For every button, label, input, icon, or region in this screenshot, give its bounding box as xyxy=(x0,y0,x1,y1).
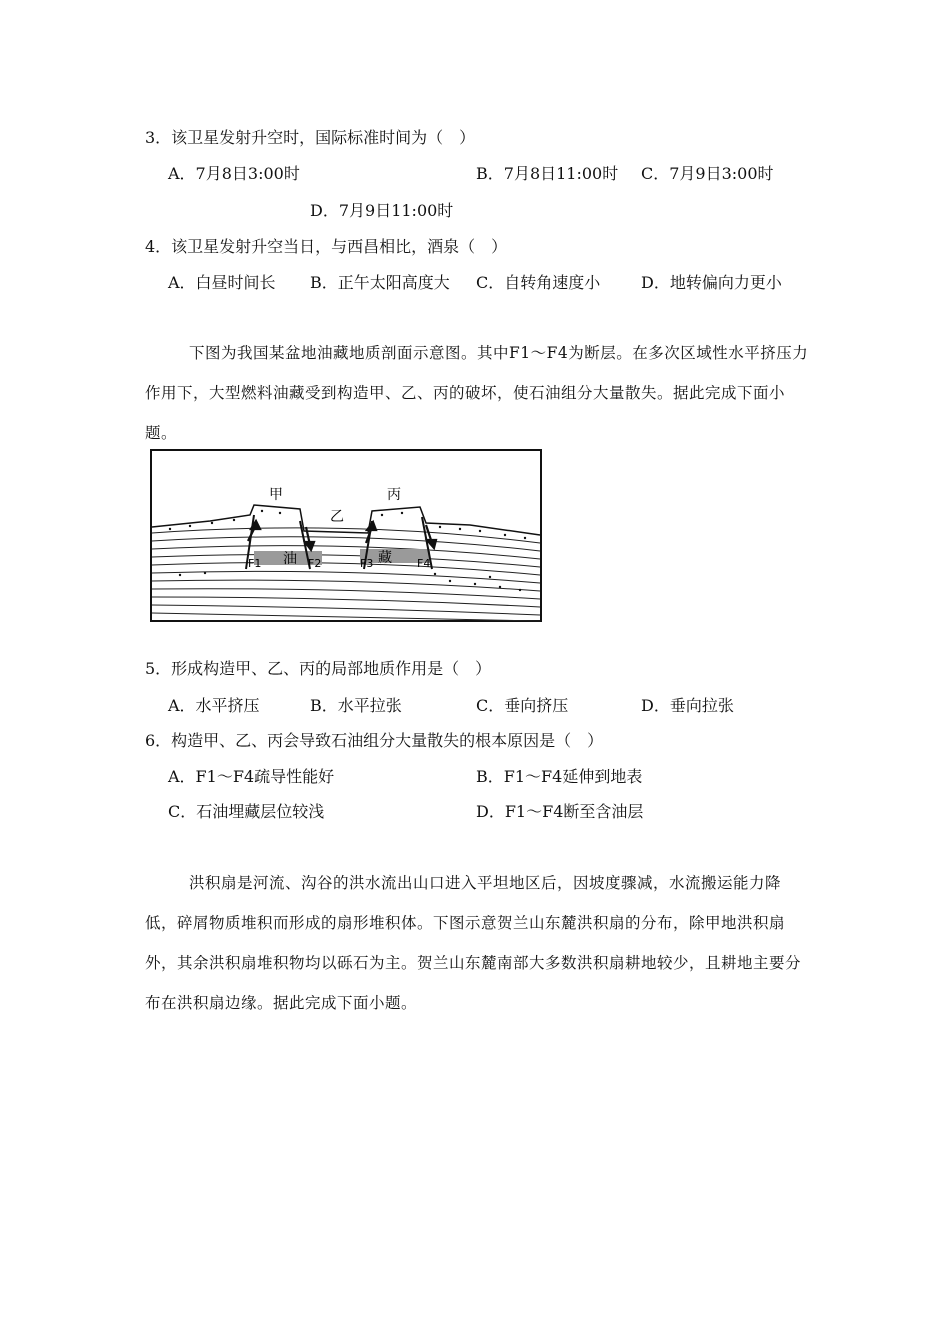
q4-stem: 4．该卫星发射升空当日，与西昌相比，酒泉（ ） xyxy=(145,237,508,256)
q3-option-a: A．7月8日3:00时 xyxy=(168,164,300,183)
q5-option-d: D．垂向拉张 xyxy=(641,696,734,715)
label-f1: F1 xyxy=(248,557,262,570)
label-you: 油 xyxy=(283,551,297,567)
q5-option-c: C．垂向挤压 xyxy=(476,696,569,715)
q4-option-a: A．白昼时间长 xyxy=(168,273,276,292)
q4-option-c: C．自转角速度小 xyxy=(476,273,601,292)
label-f3: F3 xyxy=(360,557,374,570)
q6-option-b: B．F1～F4延伸到地表 xyxy=(476,767,643,786)
label-zang: 藏 xyxy=(378,550,392,566)
q6-option-a: A．F1～F4疏导性能好 xyxy=(168,767,335,786)
q3-stem: 3．该卫星发射升空时，国际标准时间为（ ） xyxy=(145,128,476,147)
q6-stem: 6．构造甲、乙、丙会导致石油组分大量散失的根本原因是（ ） xyxy=(145,731,604,750)
passage-alluvial-fan: 洪积扇是河流、沟谷的洪水流出山口进入平坦地区后，因坡度骤减，水流搬运能力降低，碎屑物质堆积而形成的扇形堆积体。下图示意贺兰山东麓洪积扇的分布，除甲地洪积扇外，其余洪积扇堆积物均以砾石为主。贺兰山东麓南部大多数洪积扇耕地较少，且耕地主要分布在洪积扇边缘。据此完成下面小题。 xyxy=(145,874,802,1012)
q3-option-b: B．7月8日11:00时 xyxy=(476,164,619,183)
label-f2: F2 xyxy=(308,557,322,570)
q3-option-c: C．7月9日3:00时 xyxy=(641,164,774,183)
passage-oil-reservoir: 下图为我国某盆地油藏地质剖面示意图。其中F1～F4为断层。在多次区域性水平挤压力作用下，大型燃料油藏受到构造甲、乙、丙的破坏，使石油组分大量散失。据此完成下面小题。 xyxy=(145,344,809,442)
oil-reservoir-cross-section xyxy=(150,449,542,622)
label-jia: 甲 xyxy=(269,487,283,503)
q6-option-c: C．石油埋藏层位较浅 xyxy=(168,802,325,821)
label-bing: 丙 xyxy=(387,487,401,503)
q5-option-a: A．水平挤压 xyxy=(168,696,260,715)
q6-option-d: D．F1～F4断至含油层 xyxy=(476,802,644,821)
q3-option-d: D．7月9日11:00时 xyxy=(310,201,454,220)
q4-option-d: D．地转偏向力更小 xyxy=(641,273,782,292)
q5-stem: 5．形成构造甲、乙、丙的局部地质作用是（ ） xyxy=(145,659,492,678)
label-yi: 乙 xyxy=(330,509,344,525)
label-f4: F4 xyxy=(417,557,431,570)
q4-option-b: B．正午太阳高度大 xyxy=(310,273,450,292)
q5-option-b: B．水平拉张 xyxy=(310,696,402,715)
